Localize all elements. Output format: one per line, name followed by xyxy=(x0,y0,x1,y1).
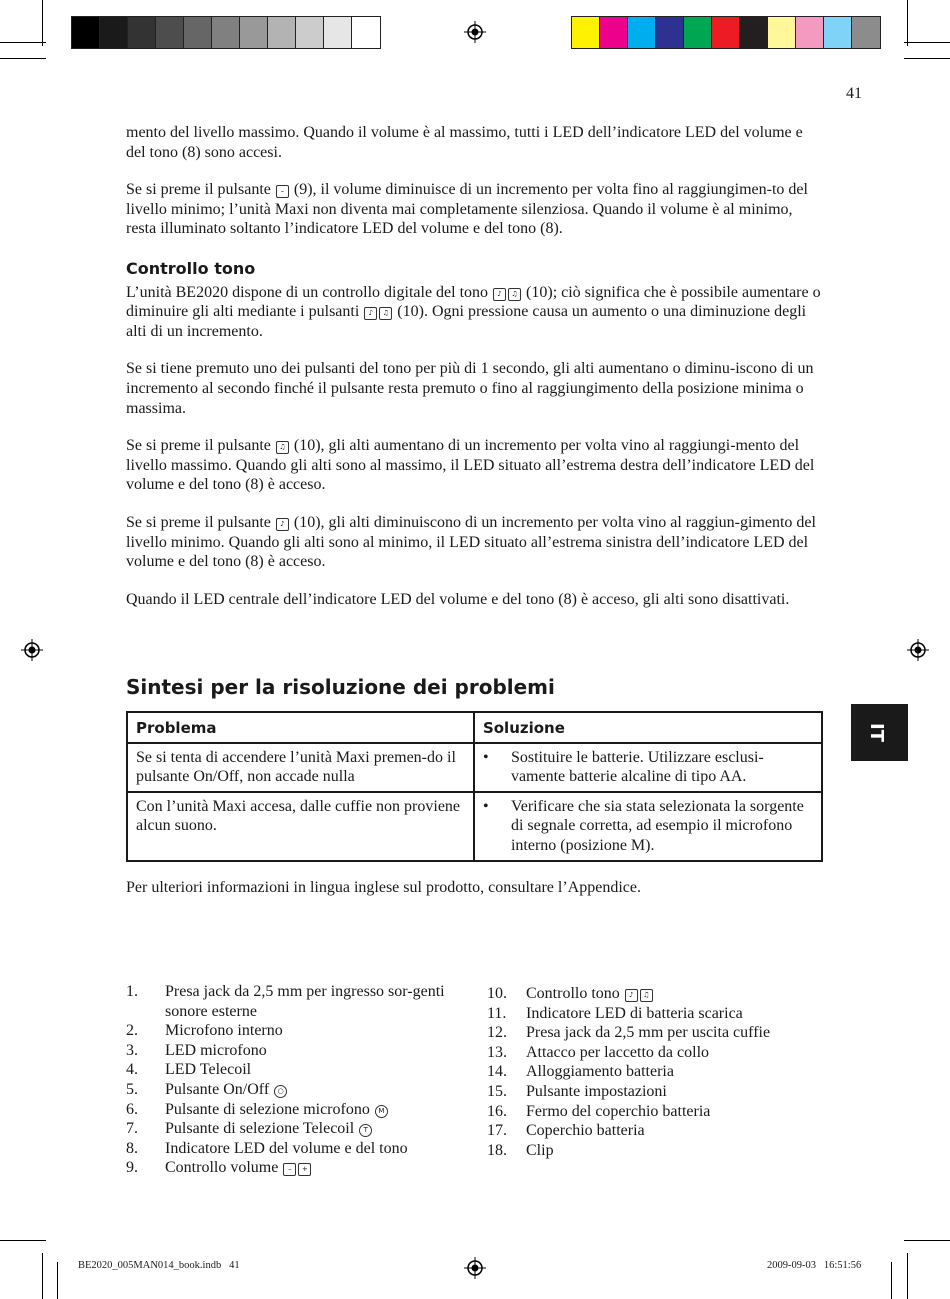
registration-mark-icon xyxy=(464,1257,486,1279)
legend-list-right xyxy=(487,984,827,1160)
color-swatch xyxy=(184,17,212,48)
microphone-icon: M xyxy=(375,1105,388,1118)
solution-cell: • Verificare che sia stata selezionata la sorgente di segnale corretta, ad esempio il microfono interno (posizione M). xyxy=(474,792,822,861)
list-item: 6. Pulsante di selezione microfono M xyxy=(126,1100,456,1120)
color-swatch xyxy=(572,17,600,48)
tone-up-icon: ♫ xyxy=(276,441,289,454)
color-swatch xyxy=(852,17,880,48)
language-tab-label: IT xyxy=(865,723,887,742)
crop-mark xyxy=(0,42,46,43)
paragraph: L’unità BE2020 dispone di un controllo digitale del tono ♪ ♫ (10); ciò significa che è possibile aumentare o diminuire gli alti mediante i pulsanti ♪ ♫ (10). Ogni pressione causa un aumento o una diminuzione degli alti di un incremento. xyxy=(126,283,821,340)
color-swatch xyxy=(72,17,100,48)
process-color-bar xyxy=(571,16,881,49)
list-item: 5. Pulsante On/Off ○ xyxy=(126,1080,456,1100)
list-item: 9. Controllo volume – + xyxy=(126,1158,456,1178)
registration-mark-icon xyxy=(907,639,929,661)
page-number: 41 xyxy=(846,85,862,102)
crop-mark xyxy=(904,42,950,43)
color-swatch xyxy=(156,17,184,48)
paragraph: Se si preme il pulsante ♪ (10), gli alti diminuiscono di un incremento per volta vino al raggiun-gimento del livello minimo. Quando gli alti sono al minimo, il LED situato all’estrema sinistra dell’indicatore LED del volume e del tono (8) è acceso. xyxy=(126,513,816,571)
problem-cell: Se si tenta di accendere l’unità Maxi premen-do il pulsante On/Off, non accade nulla xyxy=(127,743,474,792)
color-swatch xyxy=(768,17,796,48)
bullet: • xyxy=(482,748,489,766)
list-item: 13. Attacco per laccetto da collo xyxy=(487,1043,710,1061)
list-item: 15. Pulsante impostazioni xyxy=(487,1082,667,1100)
crop-mark xyxy=(907,1253,908,1299)
list-item: 3. LED microfono xyxy=(126,1041,267,1059)
telecoil-icon: T xyxy=(359,1124,372,1137)
tone-down-icon: ♪ xyxy=(625,989,638,1002)
paragraph: Se si preme il pulsante ♫ (10), gli alti aumentano di un incremento per volta vino al raggiungi-mento del livello massimo. Quando gli alti sono al massimo, il LED situato all’estrema destra dell’indicatore LED del volume e del tono (8) è acceso. xyxy=(126,437,815,494)
table-header-row xyxy=(127,712,822,743)
list-item: 10. Controllo tono ♪ ♫ xyxy=(487,984,827,1004)
solution-cell: • Sostituire le batterie. Utilizzare esclusi-vamente batterie alcaline di tipo AA. xyxy=(474,743,822,792)
list-item: 12. Presa jack da 2,5 mm per uscita cuffie xyxy=(487,1024,771,1042)
color-swatch xyxy=(100,17,128,48)
tone-up-icon: ♫ xyxy=(640,989,653,1002)
column-header: Problema xyxy=(127,712,474,743)
list-item: 2. Microfono interno xyxy=(126,1022,283,1040)
color-swatch xyxy=(684,17,712,48)
list-item: 4. LED Telecoil xyxy=(126,1061,252,1079)
troubleshooting-table xyxy=(126,711,823,862)
registration-mark-icon xyxy=(464,21,486,43)
legend-list-left xyxy=(126,982,456,1178)
crop-mark xyxy=(0,58,46,59)
intro-section xyxy=(126,123,822,239)
power-icon: ○ xyxy=(274,1085,287,1098)
appendix-note: Per ulteriori informazioni in lingua inglese sul prodotto, consultare l’Appendice. xyxy=(126,879,641,896)
list-item: 17. Coperchio batteria xyxy=(487,1122,645,1140)
tone-down-icon: ♪ xyxy=(276,518,289,531)
table-row xyxy=(127,792,822,861)
crop-mark xyxy=(0,1240,46,1241)
crop-mark xyxy=(57,1262,58,1299)
color-swatch xyxy=(740,17,768,48)
paragraph: Se si preme il pulsante – (9), il volume diminuisce di un incremento per volta fino al raggiungimen-to del livello minimo; l’unità Maxi non diventa mai completamente silenziosa. Quando il volume è al minimo, resta illuminato soltanto l’indicatore LED del volume e del tono (8). xyxy=(126,181,808,238)
crop-mark xyxy=(904,58,950,59)
list-item: 7. Pulsante di selezione Telecoil T xyxy=(126,1119,456,1139)
list-item: 18. Clip xyxy=(487,1141,554,1159)
section-heading: Sintesi per la risoluzione dei problemi xyxy=(126,675,555,699)
problem-cell: Con l’unità Maxi accesa, dalle cuffie non proviene alcun suono. xyxy=(127,792,474,861)
tone-down-icon: ♪ xyxy=(493,288,506,301)
footer-file-name: BE2020_005MAN014_book.indb 41 xyxy=(78,1260,240,1271)
paragraph: Se si tiene premuto uno dei pulsanti del tono per più di 1 secondo, gli alti aumentano o diminu-iscono di un incremento al secondo finché il pulsante resta premuto o fino al raggiungimento della posizione minima o massima. xyxy=(126,360,814,417)
paragraph: mento del livello massimo. Quando il volume è al massimo, tutti i LED dell’indicatore LED del volume e del tono (8) sono accesi. xyxy=(126,124,803,161)
grayscale-color-bar xyxy=(71,16,381,49)
color-swatch xyxy=(240,17,268,48)
registration-mark-icon xyxy=(21,639,43,661)
color-swatch xyxy=(296,17,324,48)
list-item: 14. Alloggiamento batteria xyxy=(487,1063,674,1081)
color-swatch xyxy=(268,17,296,48)
color-swatch xyxy=(656,17,684,48)
color-swatch xyxy=(712,17,740,48)
crop-mark xyxy=(42,1253,43,1299)
language-tab xyxy=(851,704,908,761)
color-swatch xyxy=(352,17,380,48)
crop-mark xyxy=(42,0,43,46)
color-swatch xyxy=(128,17,156,48)
color-swatch xyxy=(628,17,656,48)
list-item: 8. Indicatore LED del volume e del tono xyxy=(126,1139,408,1157)
color-swatch xyxy=(212,17,240,48)
section-subheading: Controllo tono xyxy=(126,259,256,278)
color-swatch xyxy=(600,17,628,48)
crop-mark xyxy=(891,1262,892,1299)
tone-down-icon: ♪ xyxy=(364,307,377,320)
tone-up-icon: ♫ xyxy=(508,288,521,301)
bullet: • xyxy=(482,797,489,815)
footer-timestamp: 2009-09-03 16:51:56 xyxy=(767,1260,862,1271)
volume-up-icon: + xyxy=(298,1163,311,1176)
crop-mark xyxy=(907,0,908,46)
color-swatch xyxy=(796,17,824,48)
tone-up-icon: ♫ xyxy=(379,307,392,320)
volume-down-icon: – xyxy=(276,185,289,198)
list-item: 11. Indicatore LED di batteria scarica xyxy=(487,1004,743,1022)
tone-section xyxy=(126,259,822,609)
color-swatch xyxy=(324,17,352,48)
color-swatch xyxy=(824,17,852,48)
volume-down-icon: – xyxy=(283,1163,296,1176)
table-row xyxy=(127,743,822,792)
crop-mark xyxy=(904,1240,950,1241)
paragraph: Quando il LED centrale dell’indicatore LED del volume e del tono (8) è acceso, gli alti sono disattivati. xyxy=(126,590,790,608)
list-item: 1. Presa jack da 2,5 mm per ingresso sor-genti sonore esterne xyxy=(126,983,445,1020)
list-item: 16. Fermo del coperchio batteria xyxy=(487,1102,711,1120)
column-header: Soluzione xyxy=(474,712,822,743)
